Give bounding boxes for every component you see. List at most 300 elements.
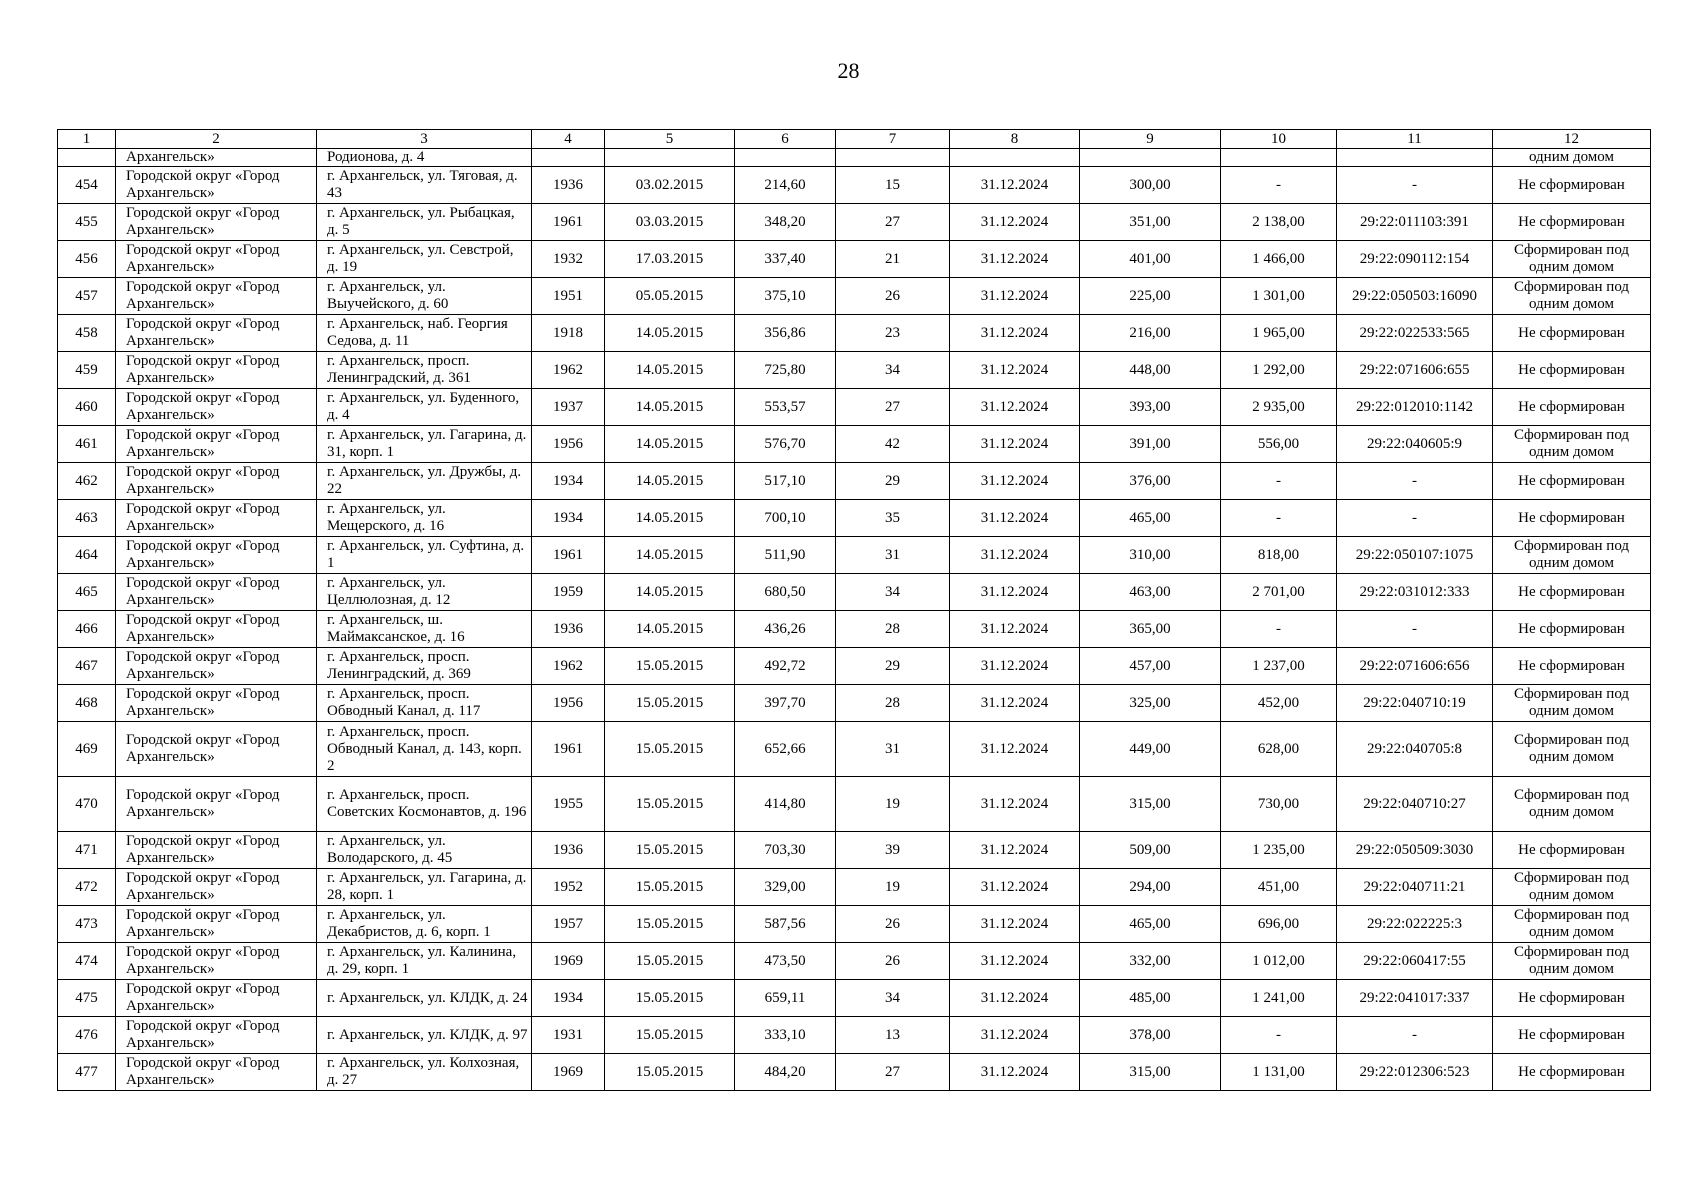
cell-status: Не сформирован xyxy=(1493,832,1651,869)
cell-year: 1934 xyxy=(532,463,605,500)
column-number-12: 12 xyxy=(1493,130,1651,149)
cell-residents: 34 xyxy=(836,352,950,389)
table-row xyxy=(58,204,1651,241)
cell-col10: 1 466,00 xyxy=(1221,241,1337,278)
cell-plan-date: 31.12.2024 xyxy=(950,574,1080,611)
cell-address: г. Архангельск, ул. Колхозная, д. 27 xyxy=(317,1054,532,1091)
cell-col10: - xyxy=(1221,500,1337,537)
cell-cadastral: - xyxy=(1337,611,1493,648)
cell-owner: Городской округ «Город Архангельск» xyxy=(116,574,317,611)
table-row xyxy=(58,832,1651,869)
cell-cadastral: - xyxy=(1337,1017,1493,1054)
cell-row-number: 458 xyxy=(58,315,116,352)
cell-address: г. Архангельск, ул. Рыбацкая, д. 5 xyxy=(317,204,532,241)
housing-table xyxy=(57,129,1651,1091)
cell-col9: 465,00 xyxy=(1080,906,1221,943)
table-row xyxy=(58,648,1651,685)
cell-plan-date: 31.12.2024 xyxy=(950,204,1080,241)
cell-col10: - xyxy=(1221,463,1337,500)
cell-residents: 34 xyxy=(836,980,950,1017)
table-row xyxy=(58,906,1651,943)
cell-owner: Городской округ «Город Архангельск» xyxy=(116,685,317,722)
cell-col9: 378,00 xyxy=(1080,1017,1221,1054)
cell-row-number: 467 xyxy=(58,648,116,685)
cell-owner: Городской округ «Город Архангельск» xyxy=(116,1017,317,1054)
cell-address: г. Архангельск, ул. Калинина, д. 29, корп. 1 xyxy=(317,943,532,980)
cell-date: 14.05.2015 xyxy=(605,574,735,611)
cell-date: 14.05.2015 xyxy=(605,352,735,389)
cell-date: 15.05.2015 xyxy=(605,648,735,685)
cell-row-number: 471 xyxy=(58,832,116,869)
cell-date: 14.05.2015 xyxy=(605,463,735,500)
cell-cadastral: 29:22:011103:391 xyxy=(1337,204,1493,241)
table-row xyxy=(58,869,1651,906)
cell-cadastral: 29:22:040711:21 xyxy=(1337,869,1493,906)
cell-owner: Городской округ «Город Архангельск» xyxy=(116,241,317,278)
cell-status: Сформирован под одним домом xyxy=(1493,869,1651,906)
cell-col10: 1 241,00 xyxy=(1221,980,1337,1017)
cell-col10: 451,00 xyxy=(1221,869,1337,906)
cell-status: Сформирован под одним домом xyxy=(1493,537,1651,574)
cell-cadastral: 29:22:022225:3 xyxy=(1337,906,1493,943)
cell-cadastral: 29:22:090112:154 xyxy=(1337,241,1493,278)
cell-col10: 730,00 xyxy=(1221,777,1337,832)
cell-area: 680,50 xyxy=(735,574,836,611)
cell-year: 1957 xyxy=(532,906,605,943)
cell-row-number: 457 xyxy=(58,278,116,315)
cell-cadastral: - xyxy=(1337,500,1493,537)
cell-plan-date: 31.12.2024 xyxy=(950,241,1080,278)
cell-plan-date: 31.12.2024 xyxy=(950,943,1080,980)
cell-residents: 31 xyxy=(836,722,950,777)
cell-cadastral: 29:22:060417:55 xyxy=(1337,943,1493,980)
cell-row-number: 459 xyxy=(58,352,116,389)
cell-cadastral: 29:22:050107:1075 xyxy=(1337,537,1493,574)
cell-owner: Городской округ «Город Архангельск» xyxy=(116,648,317,685)
cell-plan-date: 31.12.2024 xyxy=(950,463,1080,500)
cell-year: 1951 xyxy=(532,278,605,315)
column-number-3: 3 xyxy=(317,130,532,149)
cell-residents: 42 xyxy=(836,426,950,463)
cell-status: Не сформирован xyxy=(1493,1017,1651,1054)
cell-row-number: 468 xyxy=(58,685,116,722)
cell-row-number: 469 xyxy=(58,722,116,777)
cell-plan-date: 31.12.2024 xyxy=(950,1017,1080,1054)
cell-col9: 509,00 xyxy=(1080,832,1221,869)
cell-row-number: 474 xyxy=(58,943,116,980)
cell-date: 17.03.2015 xyxy=(605,241,735,278)
cell-row-number: 462 xyxy=(58,463,116,500)
cell-owner: Городской округ «Город Архангельск» xyxy=(116,611,317,648)
cell-address: г. Архангельск, ул. Суфтина, д. 1 xyxy=(317,537,532,574)
cell-owner: Городской округ «Город Архангельск» xyxy=(116,204,317,241)
cell-address: г. Архангельск, ул. КЛДК, д. 97 xyxy=(317,1017,532,1054)
column-number-9: 9 xyxy=(1080,130,1221,149)
cell-area: 576,70 xyxy=(735,426,836,463)
cell-col9: 485,00 xyxy=(1080,980,1221,1017)
cell-status: Не сформирован xyxy=(1493,500,1651,537)
cell-plan-date: 31.12.2024 xyxy=(950,537,1080,574)
cell-owner: Городской округ «Город Архангельск» xyxy=(116,463,317,500)
cell-status: Сформирован под одним домом xyxy=(1493,685,1651,722)
cell-plan-date: 31.12.2024 xyxy=(950,167,1080,204)
cell-col9: 310,00 xyxy=(1080,537,1221,574)
cell-plan-date: 31.12.2024 xyxy=(950,685,1080,722)
cell-col10: - xyxy=(1221,1017,1337,1054)
cell-plan-date: 31.12.2024 xyxy=(950,426,1080,463)
column-number-row xyxy=(58,130,1651,149)
column-number-10: 10 xyxy=(1221,130,1337,149)
cell-plan-date: 31.12.2024 xyxy=(950,832,1080,869)
cell-address: г. Архангельск, просп. Обводный Канал, д. 143, корп. 2 xyxy=(317,722,532,777)
cell-area: 436,26 xyxy=(735,611,836,648)
cell-col10: 1 965,00 xyxy=(1221,315,1337,352)
cell-cadastral: - xyxy=(1337,463,1493,500)
cell-status: одним домом xyxy=(1493,149,1651,167)
table-row xyxy=(58,241,1651,278)
cell-year: 1961 xyxy=(532,537,605,574)
cell-owner: Городской округ «Город Архангельск» xyxy=(116,906,317,943)
cell-status: Не сформирован xyxy=(1493,389,1651,426)
cell-col9: 216,00 xyxy=(1080,315,1221,352)
cell-year: 1937 xyxy=(532,389,605,426)
table-row xyxy=(58,722,1651,777)
cell-col9: 463,00 xyxy=(1080,574,1221,611)
cell-col9: 315,00 xyxy=(1080,777,1221,832)
table-row xyxy=(58,1054,1651,1091)
cell-year: 1962 xyxy=(532,648,605,685)
cell-owner: Городской округ «Город Архангельск» xyxy=(116,832,317,869)
column-number-11: 11 xyxy=(1337,130,1493,149)
cell-col9: 449,00 xyxy=(1080,722,1221,777)
cell-year: 1955 xyxy=(532,777,605,832)
cell-status: Не сформирован xyxy=(1493,611,1651,648)
cell-col9: 325,00 xyxy=(1080,685,1221,722)
table-row xyxy=(58,574,1651,611)
cell-date: 14.05.2015 xyxy=(605,389,735,426)
cell-status: Сформирован под одним домом xyxy=(1493,722,1651,777)
cell-residents: 35 xyxy=(836,500,950,537)
cell-area: 725,80 xyxy=(735,352,836,389)
cell-row-number: 473 xyxy=(58,906,116,943)
cell-address: г. Архангельск, ул. Мещерского, д. 16 xyxy=(317,500,532,537)
table-row xyxy=(58,352,1651,389)
cell-address: г. Архангельск, ул. КЛДК, д. 24 xyxy=(317,980,532,1017)
cell-cadastral: 29:22:050503:16090 xyxy=(1337,278,1493,315)
cell-year: 1961 xyxy=(532,722,605,777)
cell-status: Сформирован под одним домом xyxy=(1493,241,1651,278)
cell-col9: 393,00 xyxy=(1080,389,1221,426)
cell-address: г. Архангельск, просп. Обводный Канал, д. 117 xyxy=(317,685,532,722)
cell-area: 553,57 xyxy=(735,389,836,426)
cell-address: г. Архангельск, наб. Георгия Седова, д. 11 xyxy=(317,315,532,352)
cell-area: 337,40 xyxy=(735,241,836,278)
cell-owner: Городской округ «Город Архангельск» xyxy=(116,389,317,426)
cell-col9: 351,00 xyxy=(1080,204,1221,241)
cell-date: 15.05.2015 xyxy=(605,685,735,722)
cell-row-number: 454 xyxy=(58,167,116,204)
cell-row-number: 464 xyxy=(58,537,116,574)
cell-area: 473,50 xyxy=(735,943,836,980)
cell-year: 1969 xyxy=(532,943,605,980)
cell-plan-date: 31.12.2024 xyxy=(950,500,1080,537)
cell-col1 xyxy=(58,149,116,167)
cell-col10: 1 292,00 xyxy=(1221,352,1337,389)
cell-row-number: 455 xyxy=(58,204,116,241)
cell-year: 1956 xyxy=(532,426,605,463)
cell-date: 03.02.2015 xyxy=(605,167,735,204)
cell-date: 14.05.2015 xyxy=(605,500,735,537)
cell-area: 511,90 xyxy=(735,537,836,574)
cell-area: 375,10 xyxy=(735,278,836,315)
cell-status: Не сформирован xyxy=(1493,167,1651,204)
cell-status: Сформирован под одним домом xyxy=(1493,777,1651,832)
table-row xyxy=(58,777,1651,832)
cell-status: Сформирован под одним домом xyxy=(1493,906,1651,943)
cell-row-number: 465 xyxy=(58,574,116,611)
cell-cadastral: 29:22:071606:655 xyxy=(1337,352,1493,389)
table-row xyxy=(58,426,1651,463)
cell-area: 484,20 xyxy=(735,1054,836,1091)
cell-cadastral: 29:22:012306:523 xyxy=(1337,1054,1493,1091)
cell-row-number: 470 xyxy=(58,777,116,832)
cell-row-number: 456 xyxy=(58,241,116,278)
cell-owner: Городской округ «Город Архангельск» xyxy=(116,167,317,204)
table-row xyxy=(58,980,1651,1017)
page-number: 28 xyxy=(837,58,860,83)
cell-date: 15.05.2015 xyxy=(605,869,735,906)
cell-residents: 28 xyxy=(836,611,950,648)
cell-year: 1961 xyxy=(532,204,605,241)
cell-residents: 34 xyxy=(836,574,950,611)
cell-status: Не сформирован xyxy=(1493,315,1651,352)
cell-residents: 39 xyxy=(836,832,950,869)
cell-owner: Городской округ «Город Архангельск» xyxy=(116,315,317,352)
cell-year: 1969 xyxy=(532,1054,605,1091)
cell-residents: 26 xyxy=(836,906,950,943)
cell-status: Сформирован под одним домом xyxy=(1493,426,1651,463)
column-number-2: 2 xyxy=(116,130,317,149)
cell-area: 659,11 xyxy=(735,980,836,1017)
cell-address: г. Архангельск, ш. Маймаксанское, д. 16 xyxy=(317,611,532,648)
cell-col10: 556,00 xyxy=(1221,426,1337,463)
cell-address: Родионова, д. 4 xyxy=(317,149,532,167)
cell-residents: 26 xyxy=(836,943,950,980)
cell-col9: 332,00 xyxy=(1080,943,1221,980)
cell-plan-date: 31.12.2024 xyxy=(950,869,1080,906)
cell-area: 703,30 xyxy=(735,832,836,869)
cell-row-number: 461 xyxy=(58,426,116,463)
table-row xyxy=(58,278,1651,315)
cell-area: 329,00 xyxy=(735,869,836,906)
cell-cadastral: 29:22:040710:19 xyxy=(1337,685,1493,722)
cell-date: 15.05.2015 xyxy=(605,1017,735,1054)
cell-owner: Городской округ «Город Архангельск» xyxy=(116,1054,317,1091)
cell-year: 1918 xyxy=(532,315,605,352)
cell-col10: 696,00 xyxy=(1221,906,1337,943)
cell-area: 414,80 xyxy=(735,777,836,832)
cell-plan-date: 31.12.2024 xyxy=(950,722,1080,777)
cell-col9: 225,00 xyxy=(1080,278,1221,315)
cell-cadastral: - xyxy=(1337,167,1493,204)
cell-year: 1936 xyxy=(532,611,605,648)
cell-cadastral: 29:22:012010:1142 xyxy=(1337,389,1493,426)
cell-year: 1936 xyxy=(532,832,605,869)
cell-status: Не сформирован xyxy=(1493,204,1651,241)
cell-date: 14.05.2015 xyxy=(605,537,735,574)
table-row xyxy=(58,943,1651,980)
cell-residents: 28 xyxy=(836,685,950,722)
cell-date: 15.05.2015 xyxy=(605,777,735,832)
cell-col10: - xyxy=(1221,611,1337,648)
cell-date: 03.03.2015 xyxy=(605,204,735,241)
cell-address: г. Архангельск, ул. Выучейского, д. 60 xyxy=(317,278,532,315)
cell-row-number: 472 xyxy=(58,869,116,906)
cell-cadastral: 29:22:041017:337 xyxy=(1337,980,1493,1017)
cell-year: 1962 xyxy=(532,352,605,389)
cell-row-number: 476 xyxy=(58,1017,116,1054)
cell-date: 15.05.2015 xyxy=(605,906,735,943)
cell-area: 333,10 xyxy=(735,1017,836,1054)
cell-address: г. Архангельск, просп. Советских Космонавтов, д. 196 xyxy=(317,777,532,832)
cell-residents: 19 xyxy=(836,869,950,906)
cell-area: 214,60 xyxy=(735,167,836,204)
cell-status: Не сформирован xyxy=(1493,463,1651,500)
cell-owner: Городской округ «Город Архангельск» xyxy=(116,500,317,537)
cell-date: 15.05.2015 xyxy=(605,1054,735,1091)
cell-residents: 26 xyxy=(836,278,950,315)
cell-cadastral: 29:22:040710:27 xyxy=(1337,777,1493,832)
table-row xyxy=(58,537,1651,574)
cell-address: г. Архангельск, просп. Ленинградский, д. 369 xyxy=(317,648,532,685)
cell-plan-date: 31.12.2024 xyxy=(950,648,1080,685)
column-number-7: 7 xyxy=(836,130,950,149)
table-row xyxy=(58,389,1651,426)
cell-plan-date: 31.12.2024 xyxy=(950,352,1080,389)
continuation-row xyxy=(58,149,1651,167)
cell-owner: Городской округ «Город Архангельск» xyxy=(116,278,317,315)
cell-col10: 1 301,00 xyxy=(1221,278,1337,315)
cell-row-number: 460 xyxy=(58,389,116,426)
cell-date: 14.05.2015 xyxy=(605,315,735,352)
cell-status: Сформирован под одним домом xyxy=(1493,278,1651,315)
cell-owner: Городской округ «Город Архангельск» xyxy=(116,777,317,832)
cell-col9: 300,00 xyxy=(1080,167,1221,204)
cell-cadastral: 29:22:040705:8 xyxy=(1337,722,1493,777)
cell-plan-date: 31.12.2024 xyxy=(950,389,1080,426)
cell-status: Не сформирован xyxy=(1493,648,1651,685)
cell-status: Не сформирован xyxy=(1493,1054,1651,1091)
cell-date: 15.05.2015 xyxy=(605,722,735,777)
cell-plan-date: 31.12.2024 xyxy=(950,1054,1080,1091)
cell-area: 517,10 xyxy=(735,463,836,500)
cell-cadastral: 29:22:050509:3030 xyxy=(1337,832,1493,869)
cell-plan-date: 31.12.2024 xyxy=(950,278,1080,315)
table-row xyxy=(58,167,1651,204)
cell-residents: 29 xyxy=(836,648,950,685)
cell-residents: 19 xyxy=(836,777,950,832)
cell-area: 356,86 xyxy=(735,315,836,352)
cell-area: 700,10 xyxy=(735,500,836,537)
table-row xyxy=(58,463,1651,500)
cell-plan-date: 31.12.2024 xyxy=(950,611,1080,648)
cell-row-number: 463 xyxy=(58,500,116,537)
cell-address: г. Архангельск, ул. Целлюлозная, д. 12 xyxy=(317,574,532,611)
cell-col10: 1 131,00 xyxy=(1221,1054,1337,1091)
cell-address: г. Архангельск, ул. Тяговая, д. 43 xyxy=(317,167,532,204)
column-number-8: 8 xyxy=(950,130,1080,149)
cell-owner: Городской округ «Город Архангельск» xyxy=(116,537,317,574)
table-row xyxy=(58,500,1651,537)
cell-residents: 21 xyxy=(836,241,950,278)
cell-col10: 1 235,00 xyxy=(1221,832,1337,869)
table-row xyxy=(58,685,1651,722)
cell-col9: 294,00 xyxy=(1080,869,1221,906)
cell-residents: 27 xyxy=(836,1054,950,1091)
cell-year: 1952 xyxy=(532,869,605,906)
cell-col9: 457,00 xyxy=(1080,648,1221,685)
cell-status: Не сформирован xyxy=(1493,574,1651,611)
cell-date: 14.05.2015 xyxy=(605,611,735,648)
cell-col9: 315,00 xyxy=(1080,1054,1221,1091)
cell-date: 15.05.2015 xyxy=(605,980,735,1017)
cell-col9: 448,00 xyxy=(1080,352,1221,389)
cell-residents: 27 xyxy=(836,389,950,426)
cell-col10: 2 138,00 xyxy=(1221,204,1337,241)
cell-residents: 31 xyxy=(836,537,950,574)
table-row xyxy=(58,611,1651,648)
table-row xyxy=(58,1017,1651,1054)
cell-col9: 465,00 xyxy=(1080,500,1221,537)
cell-col10: - xyxy=(1221,167,1337,204)
cell-address: г. Архангельск, ул. Буденного, д. 4 xyxy=(317,389,532,426)
cell-year: 1932 xyxy=(532,241,605,278)
cell-year: 1936 xyxy=(532,167,605,204)
cell-address: г. Архангельск, ул. Гагарина, д. 28, корп. 1 xyxy=(317,869,532,906)
column-number-5: 5 xyxy=(605,130,735,149)
cell-owner: Городской округ «Город Архангельск» xyxy=(116,943,317,980)
cell-address: г. Архангельск, ул. Володарского, д. 45 xyxy=(317,832,532,869)
cell-row-number: 475 xyxy=(58,980,116,1017)
cell-year: 1934 xyxy=(532,500,605,537)
cell-col10: 1 012,00 xyxy=(1221,943,1337,980)
cell-residents: 23 xyxy=(836,315,950,352)
cell-area: 587,56 xyxy=(735,906,836,943)
cell-year: 1934 xyxy=(532,980,605,1017)
cell-owner: Городской округ «Город Архангельск» xyxy=(116,722,317,777)
cell-address: г. Архангельск, просп. Ленинградский, д. 361 xyxy=(317,352,532,389)
table-row xyxy=(58,315,1651,352)
cell-cadastral: 29:22:040605:9 xyxy=(1337,426,1493,463)
cell-owner: Городской округ «Город Архангельск» xyxy=(116,980,317,1017)
cell-address: г. Архангельск, ул. Севстрой, д. 19 xyxy=(317,241,532,278)
cell-cadastral: 29:22:022533:565 xyxy=(1337,315,1493,352)
cell-address: г. Архангельск, ул. Гагарина, д. 31, корп. 1 xyxy=(317,426,532,463)
cell-residents: 15 xyxy=(836,167,950,204)
cell-col9: 365,00 xyxy=(1080,611,1221,648)
cell-year: 1959 xyxy=(532,574,605,611)
cell-year: 1931 xyxy=(532,1017,605,1054)
cell-address: г. Архангельск, ул. Декабристов, д. 6, корп. 1 xyxy=(317,906,532,943)
cell-date: 14.05.2015 xyxy=(605,426,735,463)
cell-status: Сформирован под одним домом xyxy=(1493,943,1651,980)
cell-area: 492,72 xyxy=(735,648,836,685)
cell-date: 15.05.2015 xyxy=(605,943,735,980)
cell-residents: 13 xyxy=(836,1017,950,1054)
cell-row-number: 466 xyxy=(58,611,116,648)
cell-year: 1956 xyxy=(532,685,605,722)
cell-residents: 27 xyxy=(836,204,950,241)
